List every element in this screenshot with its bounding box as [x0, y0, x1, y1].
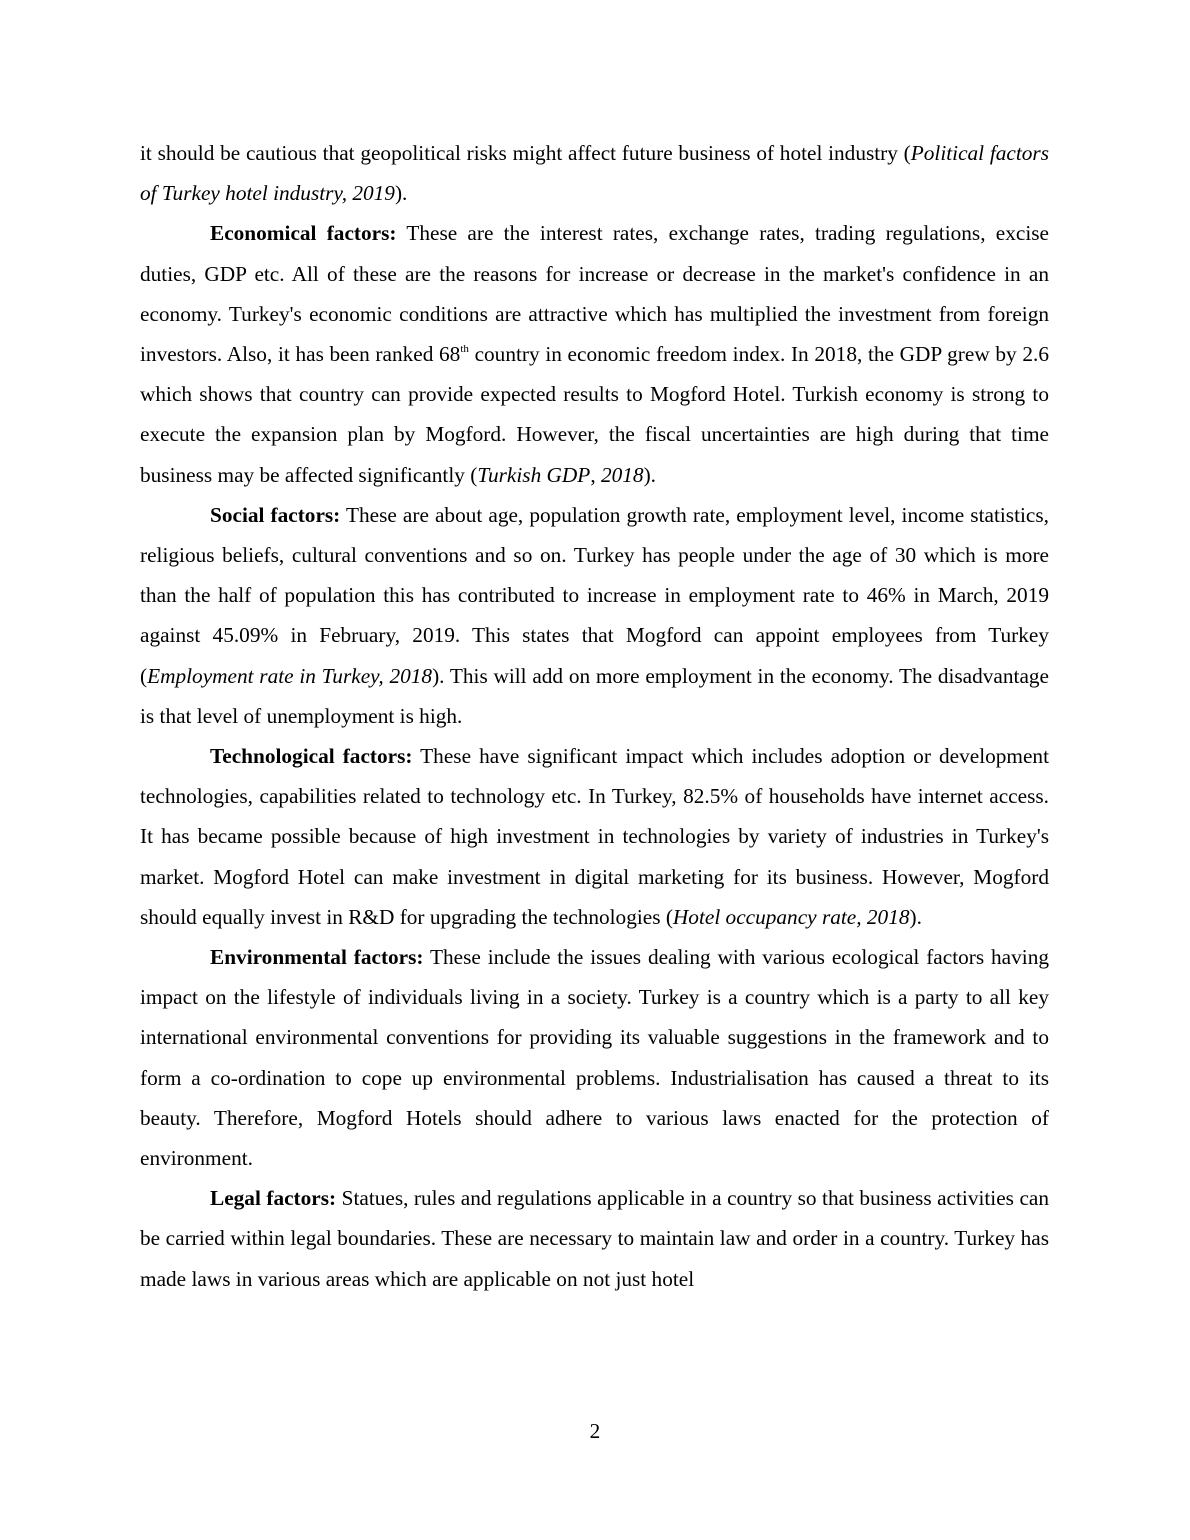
paragraph-environmental-factors [140, 937, 1049, 1178]
paragraph-text: These are about age, population growth rate, employment level, income statistics, religious beliefs, cultural conventions and so on. Turkey has people under the age of 30 which is more than the half of population this has contributed to increase in employment rate to 46% in March, 2019 against 45.09% in February, 2019. This states that Mogford can appoint employees from Turkey ( [140, 502, 1049, 688]
citation: Hotel occupancy rate, 2018 [672, 904, 910, 929]
paragraph-technological-factors [140, 736, 1049, 937]
paragraph-intro-continuation [140, 133, 1049, 213]
ordinal-superscript: th [460, 343, 469, 356]
paragraph-text: These include the issues dealing with various ecological factors having impact on the lifestyle of individuals living in a society. Turkey is a country which is a party to all key international environmental conventions for providing its valuable suggestions in the framework and to form a co-ordination to cope up environmental problems. Industrialisation has caused a threat to its beauty. Therefore, Mogford Hotels should adhere to various laws enacted for the protection of environment. [140, 945, 1049, 1171]
citation: Employment rate in Turkey, 2018 [147, 663, 433, 688]
paragraph-text: ). [394, 181, 408, 206]
paragraph-legal-factors [140, 1178, 1049, 1299]
document-page [140, 133, 1049, 1299]
section-heading: Environmental factors: [210, 945, 424, 970]
section-heading: Economical factors: [210, 221, 397, 246]
paragraph-text: ). [643, 462, 656, 487]
paragraph-text: ). [909, 904, 922, 929]
paragraph-economical-factors [140, 213, 1049, 494]
paragraph-text: Statues, rules and regulations applicable in a country so that business activities can be carried within legal boundaries. These are necessary to maintain law and order in a country. Turkey has made laws in various areas which are applicable on not just hotel [140, 1186, 1049, 1291]
section-heading: Legal factors: [210, 1186, 337, 1211]
paragraph-text: These have significant impact which includes adoption or development technologies, capabilities related to technology etc. In Turkey, 82.5% of households have internet access. It has became possible because of high investment in technologies by variety of industries in Turkey's market. Mogford Hotel can make investment in digital marketing for its business. However, Mogford should equally invest in R&D for upgrading the technologies ( [140, 744, 1049, 929]
citation: Turkish GDP [477, 462, 591, 487]
citation: Political factors of Turkey hotel industry, 2019 [140, 141, 1049, 206]
section-heading: Social factors: [210, 502, 341, 527]
paragraph-text: it should be cautious that geopolitical risks might affect future business of hotel industry ( [140, 141, 911, 165]
section-heading: Technological factors: [210, 744, 413, 769]
citation-year: 2018 [600, 462, 644, 487]
paragraph-text: These are the interest rates, exchange rates, trading regulations, excise duties, GDP etc. All of these are the reasons for increase or decrease in the market's confidence in an economy. Turkey's economic conditions are attractive which has multiplied the investment from foreign investors. Also, it has been ranked 68 [140, 221, 1049, 367]
paragraph-text: ). This will add on more employment in the economy. The disadvantage is that level of unemployment is high. [140, 663, 1050, 728]
citation-separator: , [590, 462, 601, 487]
paragraph-text: country in economic freedom index. In 2018, the GDP grew by 2.6 which shows that country can provide expected results to Mogford Hotel. Turkish economy is strong to execute the expansion plan by Mogford. However, the fiscal uncertainties are high during that time business may be affected significantly ( [140, 342, 1050, 487]
paragraph-social-factors [140, 495, 1049, 736]
page-number: 2 [589, 1419, 601, 1443]
